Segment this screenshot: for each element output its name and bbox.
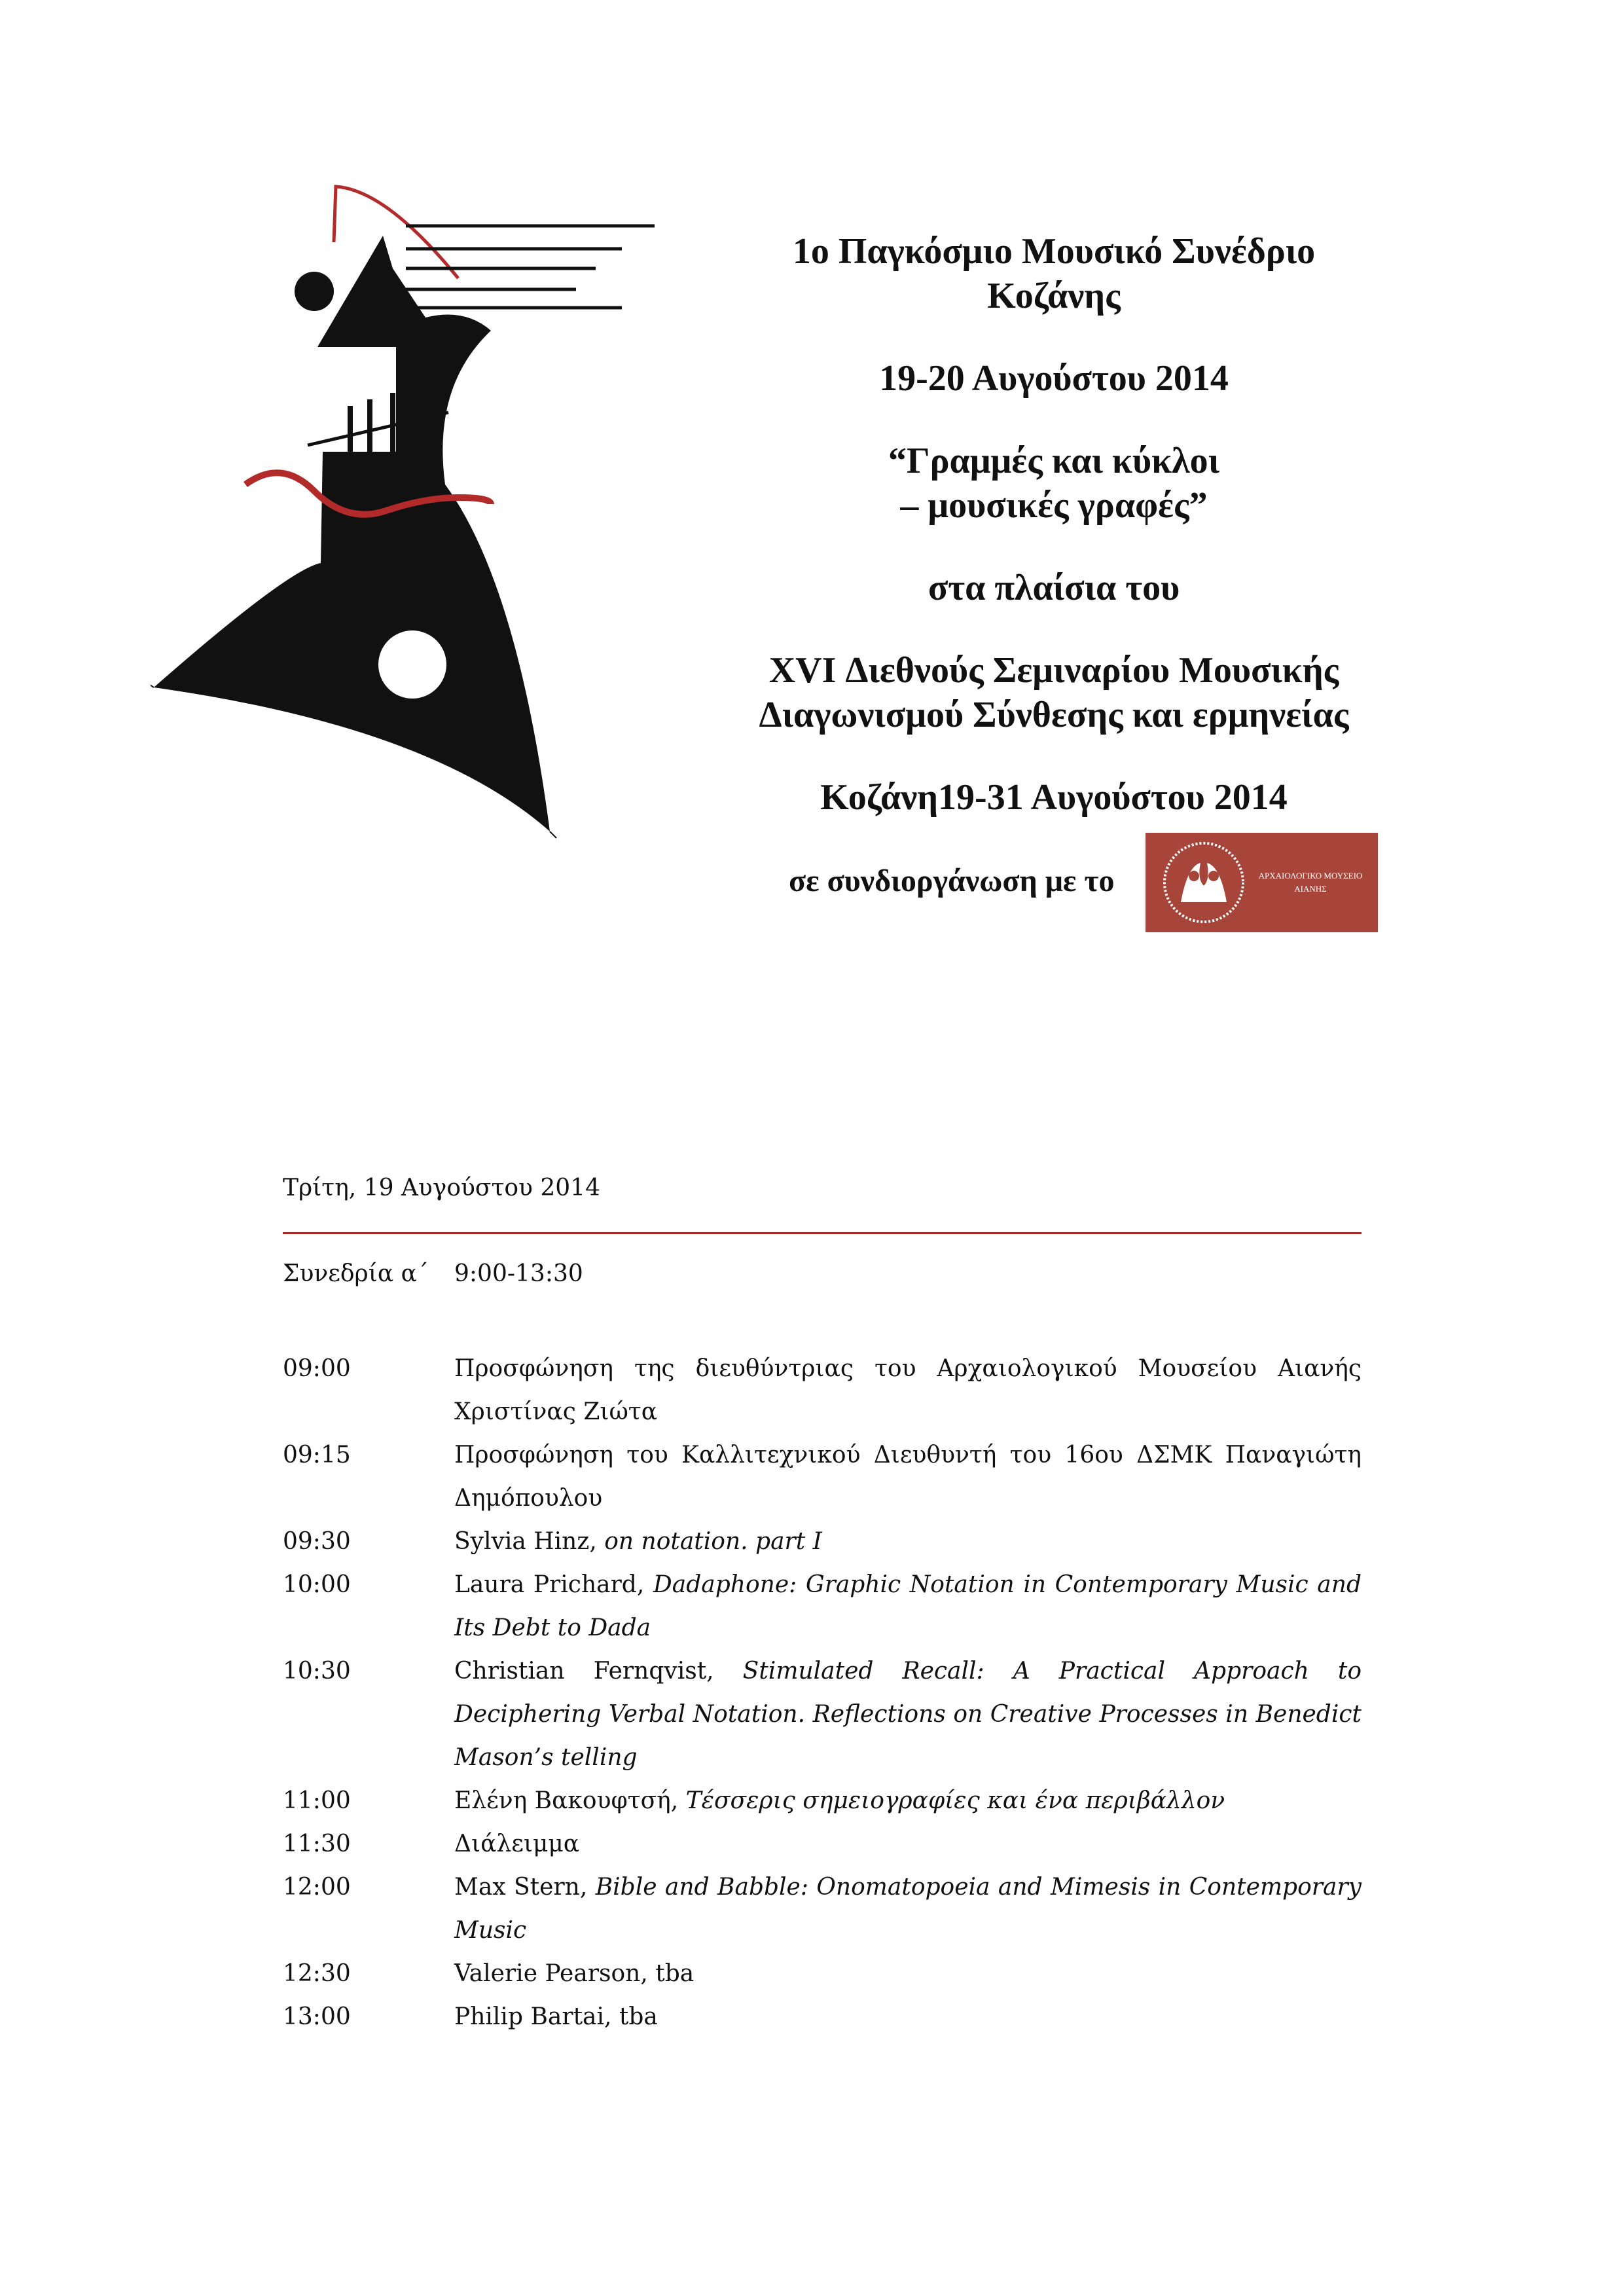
program-row: [283, 1952, 1362, 1995]
program-row: [283, 1779, 1362, 1823]
program-entry: [454, 1347, 1362, 1434]
header-dates: 19-20 Αυγούστου 2014: [879, 358, 1229, 399]
program-title: Stimulated Recall: A Practical Approach to Deciphering Verbal Notation. Reflections on Creative Processes in Benedict Mason’s telling: [454, 1658, 1362, 1771]
session-time: 9:00-13:30: [454, 1260, 583, 1287]
program-time: 12:00: [283, 1874, 351, 1901]
session-line: [283, 1260, 583, 1287]
program-time: 09:00: [283, 1355, 351, 1382]
program-speaker: Ελένη Βακουφτσή,: [454, 1787, 686, 1814]
program-speaker: Προσφώνηση του Καλλιτεχνικού Διευθυντή του 16ου ΔΣΜΚ Παναγιώτη Δημόπουλου: [454, 1442, 1362, 1512]
program-entry: [454, 1823, 1362, 1866]
divider: [283, 1232, 1362, 1234]
day-heading: Τρίτη, 19 Αυγούστου 2014: [283, 1175, 600, 1201]
program-speaker: Διάλειμμα: [454, 1831, 580, 1857]
program-speaker: Sylvia Hinz,: [454, 1528, 605, 1555]
program-time: 12:30: [283, 1960, 351, 1987]
museum-emblem-icon: [1161, 840, 1246, 925]
program-row: [283, 1347, 1362, 1434]
program-title: Τέσσερις σημειογραφίες και ένα περιβάλλον: [685, 1787, 1225, 1814]
conference-logo: [151, 177, 661, 851]
museum-name: ΑΡΧΑΙΟΛΟΓΙΚΟ ΜΟΥΣΕΙΟ: [1258, 871, 1363, 881]
museum-logo: [1146, 833, 1378, 932]
program-row: [283, 1650, 1362, 1779]
museum-place: ΑΙΑΝΗΣ: [1294, 884, 1327, 894]
program-speaker: Christian Fernqvist,: [454, 1658, 743, 1685]
program-speaker: Προσφώνηση της διευθύντριας του Αρχαιολογικού Μουσείου Αιανής Χριστίνας Ζιώτα: [454, 1355, 1362, 1425]
program-speaker: Laura Prichard,: [454, 1571, 653, 1598]
program-time: 11:30: [283, 1831, 351, 1857]
header-line1: 1ο Παγκόσμιο Μουσικό Συνέδριο: [792, 231, 1316, 272]
header-seminar2: Διαγωνισμού Σύνθεσης και ερμηνείας: [759, 695, 1349, 735]
conference-header: [720, 229, 1388, 820]
program-time: 10:30: [283, 1658, 351, 1685]
program-time: 10:00: [283, 1571, 351, 1598]
program-entry: [454, 1563, 1362, 1650]
program-title: on notation. part I: [604, 1528, 822, 1555]
program-list: [283, 1347, 1362, 2039]
header-frame: στα πλαίσια του: [928, 568, 1180, 608]
program-row: [283, 1995, 1362, 2039]
coorganized-text: σε συνδιοργάνωση με το: [789, 864, 1115, 898]
program-speaker: Philip Bartai, tba: [454, 2003, 658, 2030]
program-entry: [454, 1866, 1362, 1952]
program-entry: [454, 1650, 1362, 1779]
program-entry: [454, 1995, 1362, 2039]
program-entry: [454, 1952, 1362, 1995]
header-title2: – μουσικές γραφές”: [900, 485, 1208, 526]
program-row: [283, 1520, 1362, 1563]
program-time: 09:15: [283, 1442, 351, 1468]
program-title: Dadaphone: Graphic Notation in Contemporary Music and Its Debt to Dada: [454, 1571, 1362, 1641]
program-row: [283, 1434, 1362, 1520]
program-speaker: Max Stern,: [454, 1874, 596, 1901]
program-title: Bible and Babble: Onomatopoeia and Mimesis in Contemporary Music: [454, 1874, 1362, 1944]
program-entry: [454, 1520, 1362, 1563]
program-time: 09:30: [283, 1528, 351, 1555]
program-row: [283, 1563, 1362, 1650]
program-time: 13:00: [283, 2003, 351, 2030]
session-label: Συνεδρία α΄: [283, 1260, 429, 1287]
header-seminar-dates: Κοζάνη19-31 Αυγούστου 2014: [820, 777, 1288, 818]
program-entry: [454, 1434, 1362, 1520]
program-entry: [454, 1779, 1362, 1823]
program-row: [283, 1866, 1362, 1952]
program-speaker: Valerie Pearson, tba: [454, 1960, 695, 1987]
header-seminar1: XVI Διεθνούς Σεμιναρίου Μουσικής: [768, 650, 1339, 691]
program-time: 11:00: [283, 1787, 351, 1814]
header-line2: Κοζάνης: [987, 276, 1121, 316]
program-row: [283, 1823, 1362, 1866]
header-title1: “Γραμμές και κύκλοι: [888, 441, 1220, 481]
